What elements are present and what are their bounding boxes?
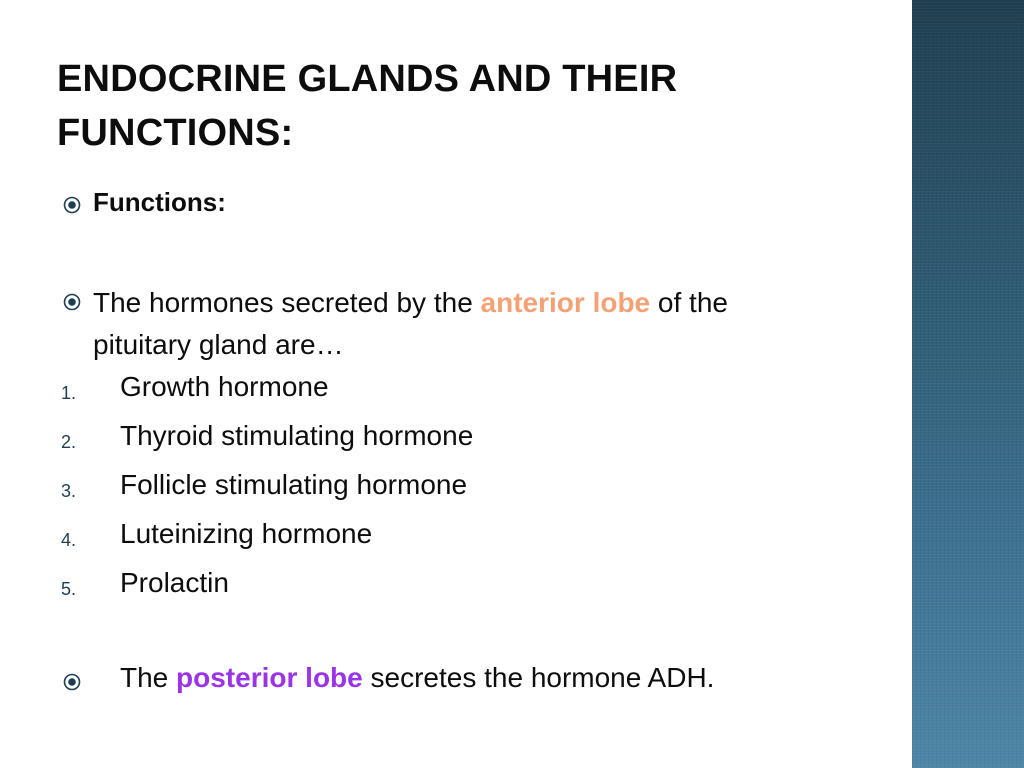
- functions-heading: Functions:: [93, 187, 226, 217]
- list-item: Follicle stimulating hormone: [120, 469, 468, 500]
- list-number: 1.: [61, 383, 77, 403]
- slide-title: ENDOCRINE GLANDS AND THEIR FUNCTIONS:: [57, 58, 678, 154]
- anterior-lobe-highlight: anterior lobe: [480, 287, 651, 318]
- circle-dot-bullet-icon: [63, 673, 81, 691]
- decorative-side-band: [912, 0, 1024, 768]
- para1-text-after: of the pituitary gland are…: [93, 287, 728, 360]
- posterior-lobe-paragraph: [120, 662, 714, 694]
- list-item: Prolactin: [120, 567, 229, 598]
- list-number: 3.: [61, 481, 77, 501]
- circle-dot-bullet-icon: [63, 196, 81, 214]
- para2-text-after: secretes the hormone ADH.: [362, 662, 715, 693]
- para1-text-before: The hormones secreted by the: [93, 287, 481, 318]
- list-number: 2.: [61, 432, 77, 452]
- circle-dot-bullet-icon: [63, 293, 81, 311]
- list-number: 4.: [61, 530, 77, 550]
- list-item: Growth hormone: [120, 371, 329, 402]
- posterior-lobe-highlight: posterior lobe: [176, 662, 363, 693]
- list-item: Thyroid stimulating hormone: [120, 420, 474, 451]
- list-number: 5.: [61, 579, 77, 599]
- para2-text-before: The: [120, 662, 177, 693]
- list-item: Luteinizing hormone: [120, 518, 373, 549]
- anterior-lobe-paragraph: [93, 282, 833, 366]
